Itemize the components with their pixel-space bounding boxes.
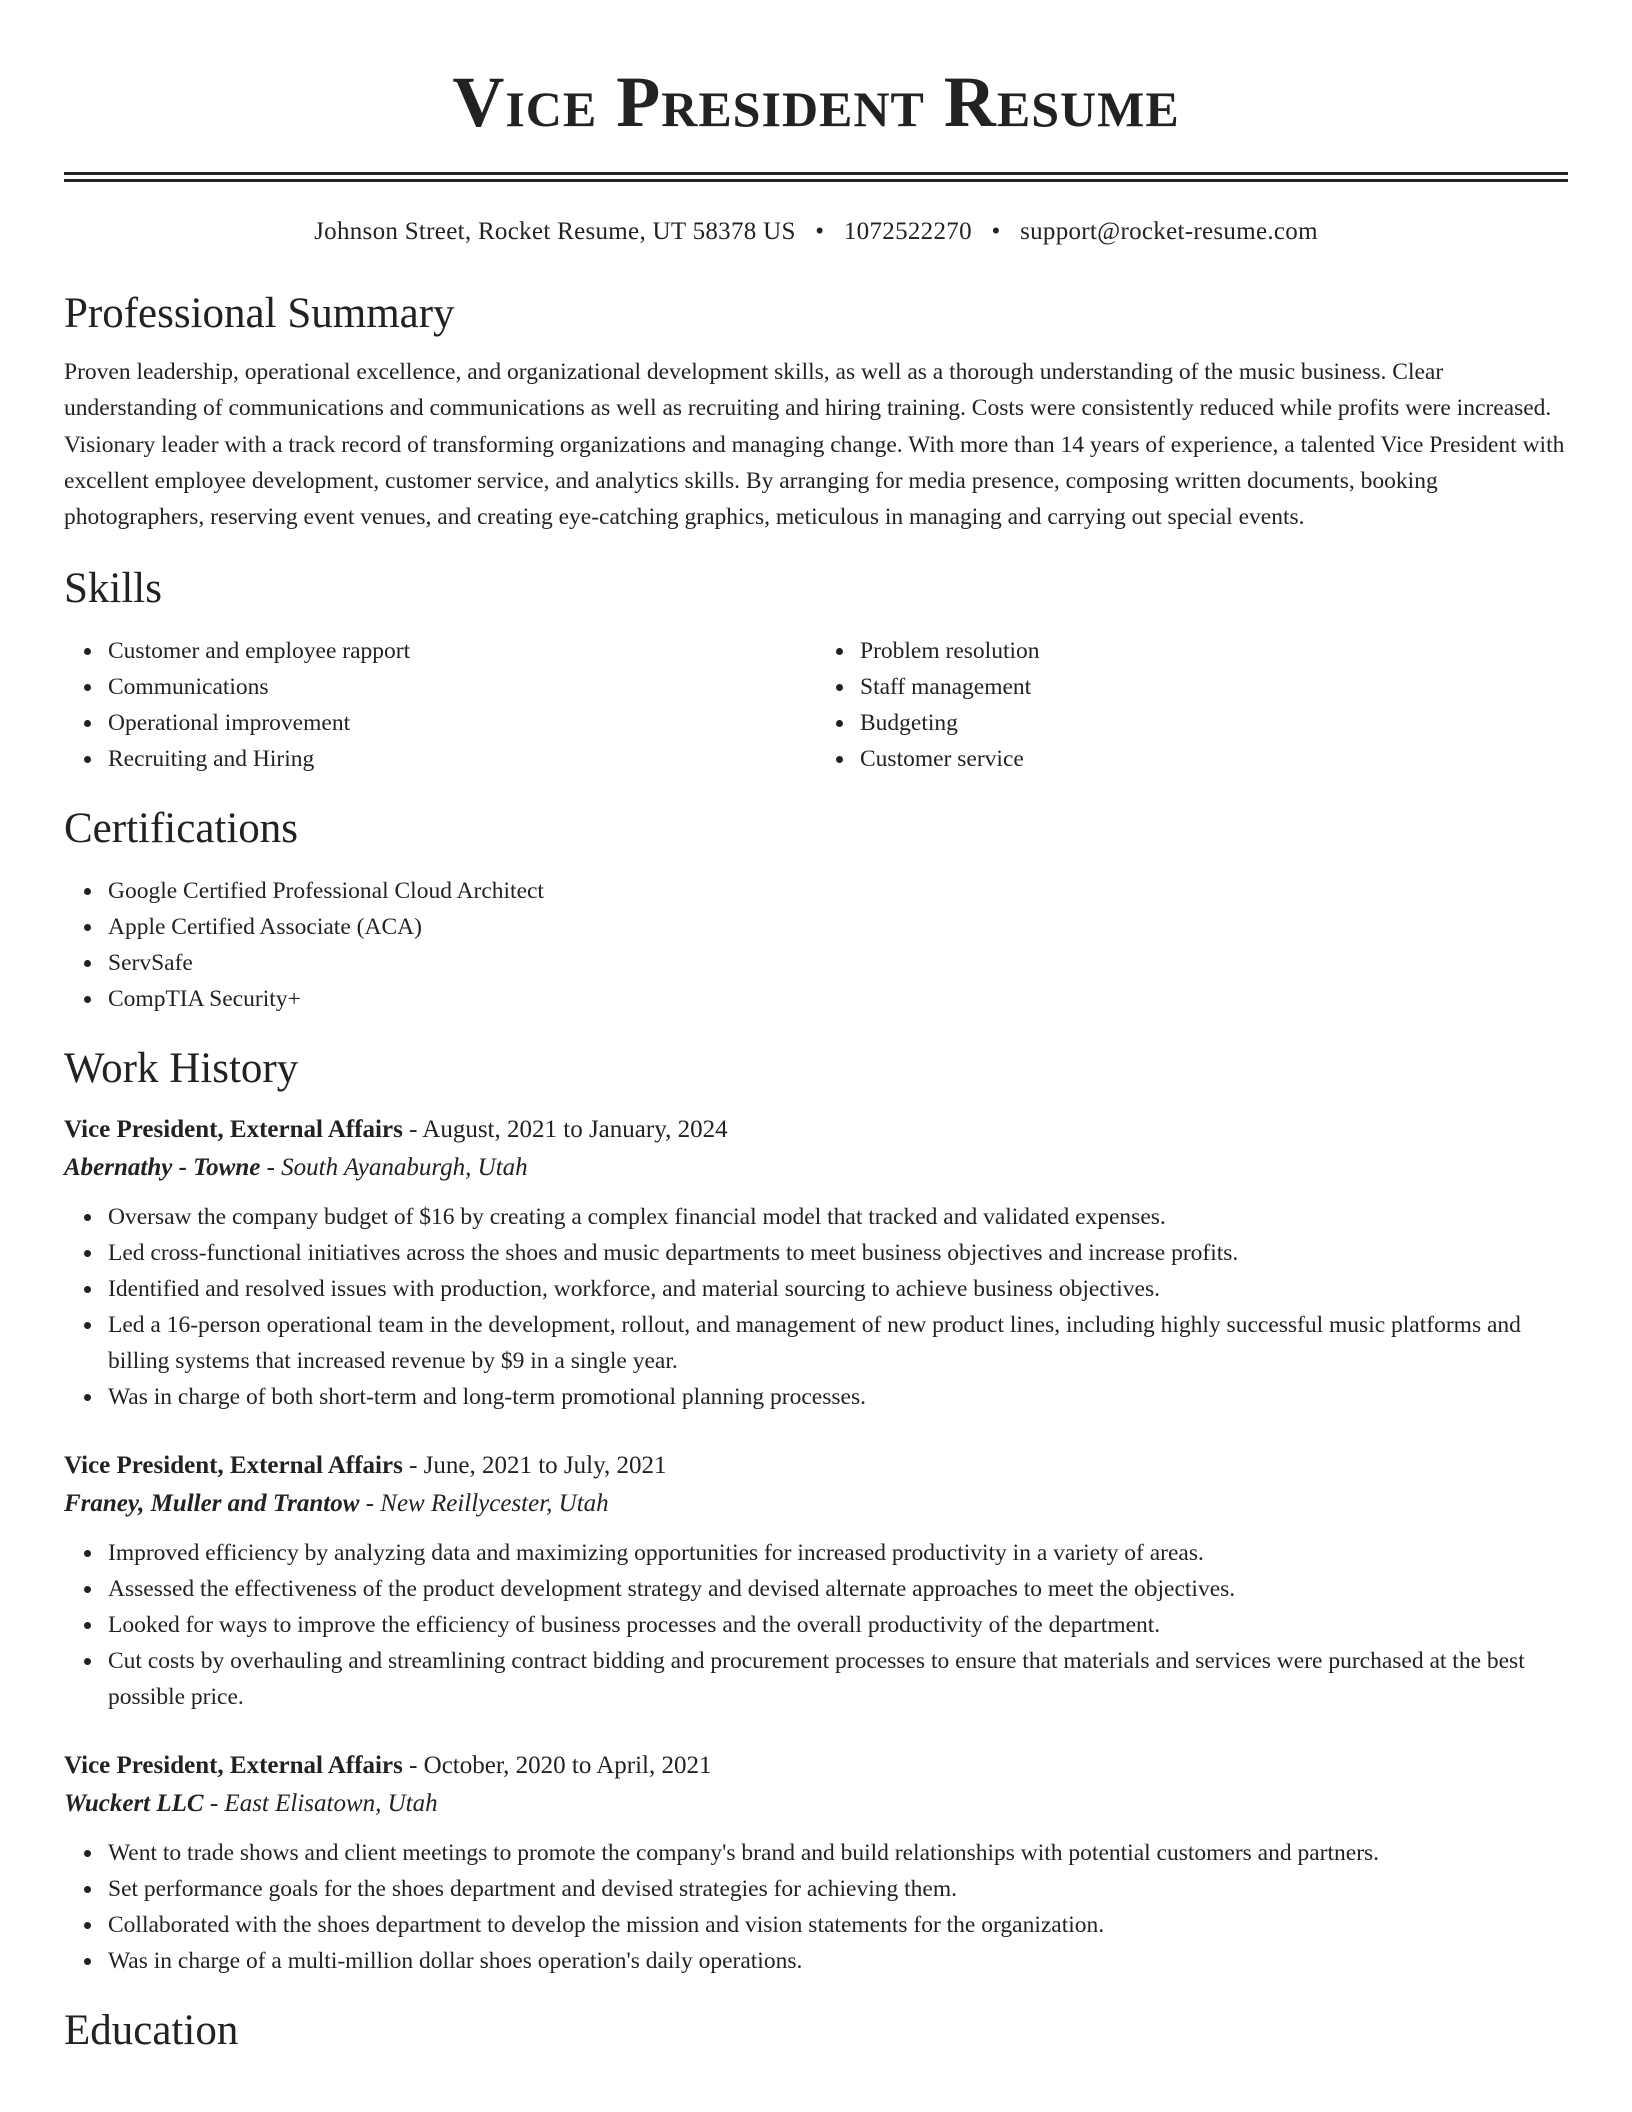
job-duty: Improved efficiency by analyzing data and maximizing opportunities for increased productivity in a variety of areas. — [108, 1535, 1568, 1571]
job-header — [64, 1447, 1568, 1485]
job-duty: Was in charge of a multi-million dollar shoes operation's daily operations. — [108, 1943, 1568, 1979]
job-duty: Collaborated with the shoes department to develop the mission and vision statements for the organization. — [108, 1907, 1568, 1943]
skill-item: Communications — [108, 669, 816, 705]
contact-line — [64, 216, 1568, 248]
job-duty: Set performance goals for the shoes department and devised strategies for achieving them. — [108, 1871, 1568, 1907]
job-duty: Went to trade shows and client meetings to promote the company's brand and build relationships with potential customers and partners. — [108, 1835, 1568, 1871]
contact-address: Johnson Street, Rocket Resume, UT 58378 US — [314, 218, 796, 245]
skill-item: Staff management — [860, 669, 1568, 705]
section-heading-work-history: Work History — [64, 1045, 299, 1093]
contact-email: support@rocket-resume.com — [1020, 218, 1318, 245]
job-entry — [64, 1747, 1568, 1979]
certification-item: Apple Certified Associate (ACA) — [108, 909, 1568, 945]
section-heading-skills: Skills — [64, 565, 162, 613]
job-entry — [64, 1111, 1568, 1415]
education-section — [64, 2005, 1568, 2057]
title-double-rule — [64, 172, 1568, 182]
bullet-separator: • — [815, 218, 825, 245]
skills-section — [64, 563, 1568, 777]
skills-list-left — [64, 633, 816, 777]
job-role: Vice President, External Affairs — [64, 1752, 403, 1780]
section-heading-education: Education — [64, 2007, 239, 2055]
bullet-separator: • — [991, 218, 1001, 245]
job-header — [64, 1747, 1568, 1785]
resume-title: Vice President Resume — [452, 62, 1180, 142]
skill-item: Problem resolution — [860, 633, 1568, 669]
certification-item: CompTIA Security+ — [108, 981, 1568, 1017]
job-duties-list — [64, 1535, 1568, 1715]
job-company-line — [64, 1785, 1568, 1823]
certifications-list — [64, 873, 1568, 1017]
section-heading-certifications: Certifications — [64, 805, 299, 853]
work-history-section — [64, 1043, 1568, 1979]
professional-summary-section — [64, 288, 1568, 535]
skill-item: Customer and employee rapport — [108, 633, 816, 669]
certification-item: ServSafe — [108, 945, 1568, 981]
job-dates: - June, 2021 to July, 2021 — [402, 1452, 667, 1480]
job-dates: - October, 2020 to April, 2021 — [402, 1752, 712, 1780]
job-duty: Led a 16-person operational team in the development, rollout, and management of new product lines, including highly successful music platforms and billing systems that increased revenue by $9 in a single year. — [108, 1307, 1568, 1379]
certifications-section — [64, 803, 1568, 1017]
job-role: Vice President, External Affairs — [64, 1116, 403, 1144]
section-heading-summary: Professional Summary — [64, 290, 455, 337]
job-company: Franey, Muller and Trantow — [64, 1490, 360, 1518]
job-company-line — [64, 1485, 1568, 1523]
job-header — [64, 1111, 1568, 1149]
skills-list-right — [816, 633, 1568, 777]
job-duty: Oversaw the company budget of $16 by creating a complex financial model that tracked and validated expenses. — [108, 1199, 1568, 1235]
skill-item: Customer service — [860, 741, 1568, 777]
summary-paragraph: Proven leadership, operational excellence, and organizational development skills, as well as a thorough understanding of the music business. Clear understanding of communications and communications as well as recruiting and hiring training. Costs were consistently reduced while profits were increased. Visionary leader with a track record of transforming organizations and managing change. With more than 14 years of experience, a talented Vice President with excellent employee development, customer service, and analytics skills. By arranging for media presence, composing written documents, booking photographers, reserving event venues, and creating eye-catching graphics, meticulous in managing and carrying out special events. — [64, 359, 1565, 531]
job-dates: - August, 2021 to January, 2024 — [402, 1116, 728, 1144]
skills-columns — [64, 633, 1568, 777]
job-role: Vice President, External Affairs — [64, 1452, 403, 1480]
job-company: Wuckert LLC — [64, 1790, 204, 1818]
job-duty: Cut costs by overhauling and streamlining contract bidding and procurement processes to ensure that materials and services were purchased at the best possible price. — [108, 1643, 1568, 1715]
job-company: Abernathy - Towne — [64, 1154, 261, 1182]
contact-phone: 1072522270 — [843, 218, 972, 245]
job-entry — [64, 1447, 1568, 1715]
skill-item: Budgeting — [860, 705, 1568, 741]
job-location: - East Elisatown, Utah — [203, 1790, 438, 1818]
job-location: - New Reillycester, Utah — [359, 1490, 609, 1518]
job-duty: Led cross-functional initiatives across the shoes and music departments to meet business objectives and increase profits. — [108, 1235, 1568, 1271]
job-company-line — [64, 1149, 1568, 1187]
job-duty: Assessed the effectiveness of the product development strategy and devised alternate approaches to meet the objectives. — [108, 1571, 1568, 1607]
job-duty: Looked for ways to improve the efficiency of business processes and the overall productivity of the department. — [108, 1607, 1568, 1643]
job-duties-list — [64, 1835, 1568, 1979]
job-duty: Identified and resolved issues with production, workforce, and material sourcing to achieve business objectives. — [108, 1271, 1568, 1307]
skill-item: Recruiting and Hiring — [108, 741, 816, 777]
certification-item: Google Certified Professional Cloud Architect — [108, 873, 1568, 909]
job-duties-list — [64, 1199, 1568, 1415]
job-duty: Was in charge of both short-term and long-term promotional planning processes. — [108, 1379, 1568, 1415]
skill-item: Operational improvement — [108, 705, 816, 741]
job-location: - South Ayanaburgh, Utah — [260, 1154, 528, 1182]
